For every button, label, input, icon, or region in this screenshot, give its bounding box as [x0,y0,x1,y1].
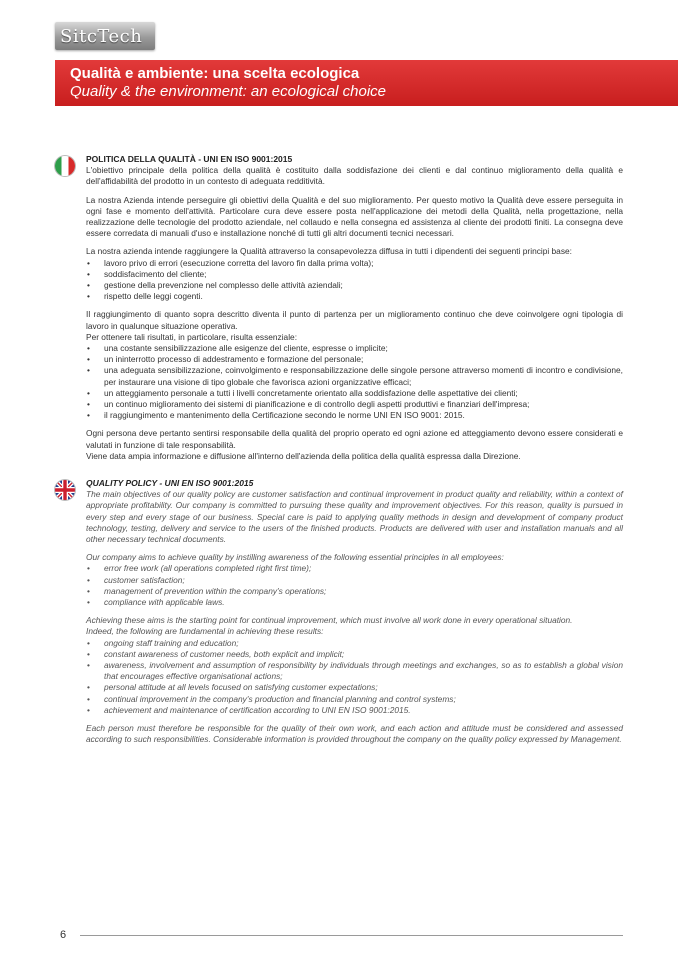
list-item: • achievement and maintenance of certification according to UNI EN ISO 9001:2015. [86,705,623,716]
footer-divider [80,935,623,936]
list-item: • il raggiungimento e mantenimento della Certificazione secondo le norme UNI EN ISO 9001: 2015. [86,410,623,421]
list-item: • gestione della prevenzione nel complesso delle attività aziendali; [86,280,623,291]
italian-paragraph-3: La nostra azienda intende raggiungere la Qualità attraverso la consapevolezza diffusa in tutti i dipendenti dei seguenti principi base: [86,246,572,257]
list-item: • personal attitude at all levels focused on satisfying customer expectations; [86,682,623,693]
logo-text: SitcTech [60,25,143,47]
list-item: • un atteggiamento personale a tutti i livelli concretamente orientato alla soddisfazione delle aspettative dei clienti; [86,388,623,399]
italian-paragraph-7: Viene data ampia informazione e diffusione all'interno dell'azienda della politica della qualità espressa dalla Direzione. [86,450,521,461]
list-item: • continual improvement in the company's production and financial planning and control systems; [86,694,623,705]
italian-paragraph-5: Per ottenere tali risultati, in particolare, risulta essenziale: [86,331,298,342]
list-item: • constant awareness of customer needs, both explicit and implicit; [86,649,623,660]
list-item: • management of prevention within the company's operations; [86,586,623,597]
list-item: • compliance with applicable laws. [86,597,623,608]
english-paragraph-3: Achieving these aims is the starting point for continual improvement, which must involve all work done in every operational situation. [86,615,573,626]
page-number: 6 [60,929,67,941]
italian-essentials-list [86,343,623,421]
list-item: • un ininterrotto processo di addestramento e formazione del personale; [86,354,623,365]
english-section [86,478,623,745]
italian-section-title: POLITICA DELLA QUALITÀ - UNI EN ISO 9001:2015 [86,154,293,164]
english-fundamentals-list [86,638,623,716]
title-italian: Qualità e ambiente: una scelta ecologica [70,65,360,82]
uk-flag-icon [55,480,75,500]
company-logo [55,22,155,50]
english-paragraph-5: Each person must therefore be responsible for the quality of their own work, and each action and attitude must be considered and assessed according to such responsibilities. Considerable information is provided throughout the company on the quality policy expressed by Management. [86,723,623,745]
list-item: • customer satisfaction; [86,575,623,586]
italian-principles-list [86,258,623,303]
italian-paragraph-2: La nostra Azienda intende perseguire gli obiettivi della Qualità e del suo miglioramento. Per questo motivo la Qualità deve essere perseguita in ogni fase e momento dell'attività. Particolare cura deve essere posta nell'applicazione dei metodi della Qualità, nella progettazione, nella realizzazione delle tecnologie del prodotto aziendale, nel collaudo e nella consegna ed assistenza al cliente dei prodotti finiti. La consegna deve essere corredata di manuali d'uso e installazione nonché di tutti gli altri documenti tecnici necessari. [86,194,623,239]
title-english: Quality & the environment: an ecological choice [70,83,387,100]
english-paragraph-2: Our company aims to achieve quality by instilling awareness of the following essential principles in all employees: [86,552,504,563]
title-banner [55,60,678,106]
list-item: • soddisfacimento del cliente; [86,269,623,280]
english-principles-list [86,563,623,608]
list-item: • error free work (all operations completed right first time); [86,563,623,574]
english-section-title: QUALITY POLICY - UNI EN ISO 9001:2015 [86,478,254,488]
list-item: • un continuo miglioramento dei sistemi di pianificazione e di controllo degli aspetti produttivi e finanziari dell'impresa; [86,399,623,410]
english-paragraph-1: The main objectives of our quality policy are customer satisfaction and continual improvement in product quality and reliability, within a context of appropriate profitability. Our company is committed to pursuing these quality and improvement objectives. For this reason, quality is pursued in every step and every stage of our business. Special care is paid to applying quality methods in design and development of company product technology, testing, delivery and service to the users of the finished products. Products are delivered with user and installation manuals and all other necessary technical documents. [86,489,623,545]
list-item: • awareness, involvement and assumption of responsibility by individuals through meetings and exchanges, so as to establish a global vision that encourages effective organisational actions; [86,660,623,682]
list-item: • ongoing staff training and education; [86,638,623,649]
list-item: • lavoro privo di errori (esecuzione corretta del lavoro fin dalla prima volta); [86,258,623,269]
list-item: • rispetto delle leggi cogenti. [86,291,623,302]
list-item: • una costante sensibilizzazione alle esigenze del cliente, espresse o implicite; [86,343,623,354]
italian-paragraph-4: Il raggiungimento di quanto sopra descritto diventa il punto di partenza per un miglioramento continuo che deve coinvolgere ogni tipologia di lavoro in qualunque situazione operativa. [86,309,623,331]
italian-paragraph-1: L'obiettivo principale della politica della qualità è costituito dalla soddisfazione dei clienti e dal continuo miglioramento della qualità e dell'affidabilità del prodotto in un contesto di adeguata redditività. [86,165,623,187]
italy-flag-icon [55,156,75,176]
english-paragraph-4: Indeed, the following are fundamental in achieving these results: [86,626,324,637]
italian-section [86,154,623,462]
list-item: • una adeguata sensibilizzazione, coinvolgimento e responsabilizzazione delle singole persone attraverso momenti di incontro e condivisione, per instaurare una visione di tipo globale che favorisca azioni organizzative efficaci; [86,365,623,387]
italian-paragraph-6: Ogni persona deve pertanto sentirsi responsabile della qualità del proprio operato ed ogni azione ed atteggiamento devono essere considerati e valutati in funzione di tale responsabilità. [86,428,623,450]
